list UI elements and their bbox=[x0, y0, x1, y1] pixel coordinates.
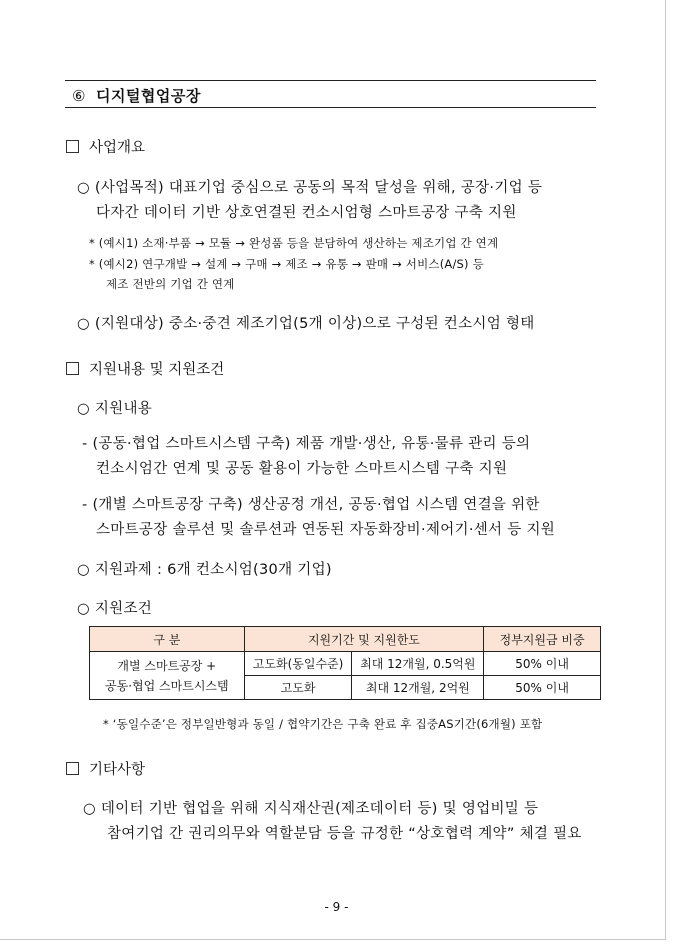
table-row bbox=[90, 652, 601, 676]
overview-heading-text: 사업개요 bbox=[89, 140, 146, 156]
example-2-line-2: 제조 전반의 기업 간 연계 bbox=[106, 277, 235, 291]
table-cell-ratio: 50% 이내 bbox=[484, 676, 601, 700]
title-bottom-rule bbox=[65, 107, 596, 108]
example-1: * (예시1) 소재·부품 → 모듈 → 완성품 등을 분담하여 생산하는 제조기업 간 연계 bbox=[89, 236, 499, 250]
other-heading bbox=[66, 758, 145, 779]
title-top-rule bbox=[65, 80, 596, 81]
support-item-2-line-2: 스마트공장 솔루션 및 솔루션과 연동된 자동화장비·제어기·센서 등 지원 bbox=[96, 522, 556, 538]
purpose-line-2: 다자간 데이터 기반 상호연결된 컨소시엄형 스마트공장 구축 지원 bbox=[96, 205, 517, 221]
table-cell-level: 고도화 bbox=[244, 676, 352, 700]
support-heading bbox=[66, 358, 224, 379]
support-item-1-line-2: 컨소시엄간 연계 및 공동 활용이 가능한 스마트시스템 구축 지원 bbox=[96, 461, 508, 477]
other-heading-text: 기타사항 bbox=[89, 762, 146, 778]
group-line-1: 개별 스마트공장 + bbox=[117, 658, 217, 673]
page-number: - 9 - bbox=[324, 900, 349, 914]
section-title-text: 디지털협업공장 bbox=[95, 87, 201, 105]
checkbox-square-icon bbox=[66, 362, 79, 375]
support-target: ○ (지원대상) 중소·중견 제조기업(5개 이상)으로 구성된 컨소시엄 형태 bbox=[77, 316, 535, 332]
support-conditions-table bbox=[89, 626, 601, 700]
overview-heading bbox=[66, 136, 145, 157]
table-header-period-limit: 지원기간 및 지원한도 bbox=[244, 627, 484, 652]
table-header-row bbox=[90, 627, 601, 652]
other-line-2: 참여기업 간 권리의무와 역할분담 등을 규정한 “상호협력 계약” 체결 필요 bbox=[107, 826, 582, 842]
group-line-2: 공동·협업 스마트시스템 bbox=[105, 678, 229, 693]
section-title bbox=[72, 85, 201, 106]
example-2-line-1: * (예시2) 연구개발 → 설계 → 구매 → 제조 → 유통 → 판매 → 서비스(A/S) 등 bbox=[89, 257, 484, 271]
table-cell-limit: 최대 12개월, 0.5억원 bbox=[352, 652, 484, 676]
checkbox-square-icon bbox=[66, 762, 79, 775]
table-note: * ‘동일수준’은 정부일반형과 동일 / 협약기간은 구축 완료 후 집중AS기간(6개월) 포함 bbox=[103, 717, 543, 731]
table-header-ratio: 정부지원금 비중 bbox=[484, 627, 601, 652]
table-group-cell bbox=[90, 652, 245, 700]
checkbox-square-icon bbox=[66, 140, 79, 153]
table-cell-limit: 최대 12개월, 2억원 bbox=[352, 676, 484, 700]
other-line-1: ○ 데이터 기반 협업을 위해 지식재산권(제조데이터 등) 및 영업비밀 등 bbox=[83, 801, 539, 817]
table-cell-level: 고도화(동일수준) bbox=[244, 652, 352, 676]
table-cell-ratio: 50% 이내 bbox=[484, 652, 601, 676]
support-heading-text: 지원내용 및 지원조건 bbox=[89, 362, 225, 378]
table-header-category: 구 분 bbox=[90, 627, 245, 652]
support-item-1-line-1: - (공동·협업 스마트시스템 구축) 제품 개발·생산, 유통·물류 관리 등의 bbox=[82, 436, 531, 452]
section-number: ⑥ bbox=[72, 87, 86, 105]
support-tasks: ○ 지원과제 : 6개 컨소시엄(30개 기업) bbox=[77, 562, 332, 578]
support-conditions-label: ○ 지원조건 bbox=[77, 601, 153, 617]
support-content-label: ○ 지원내용 bbox=[77, 401, 153, 417]
support-item-2-line-1: - (개별 스마트공장 구축) 생산공정 개선, 공동·협업 시스템 연결을 위한 bbox=[82, 497, 540, 513]
purpose-line-1: ○ (사업목적) 대표기업 중심으로 공동의 목적 달성을 위해, 공장·기업 등 bbox=[77, 180, 543, 196]
